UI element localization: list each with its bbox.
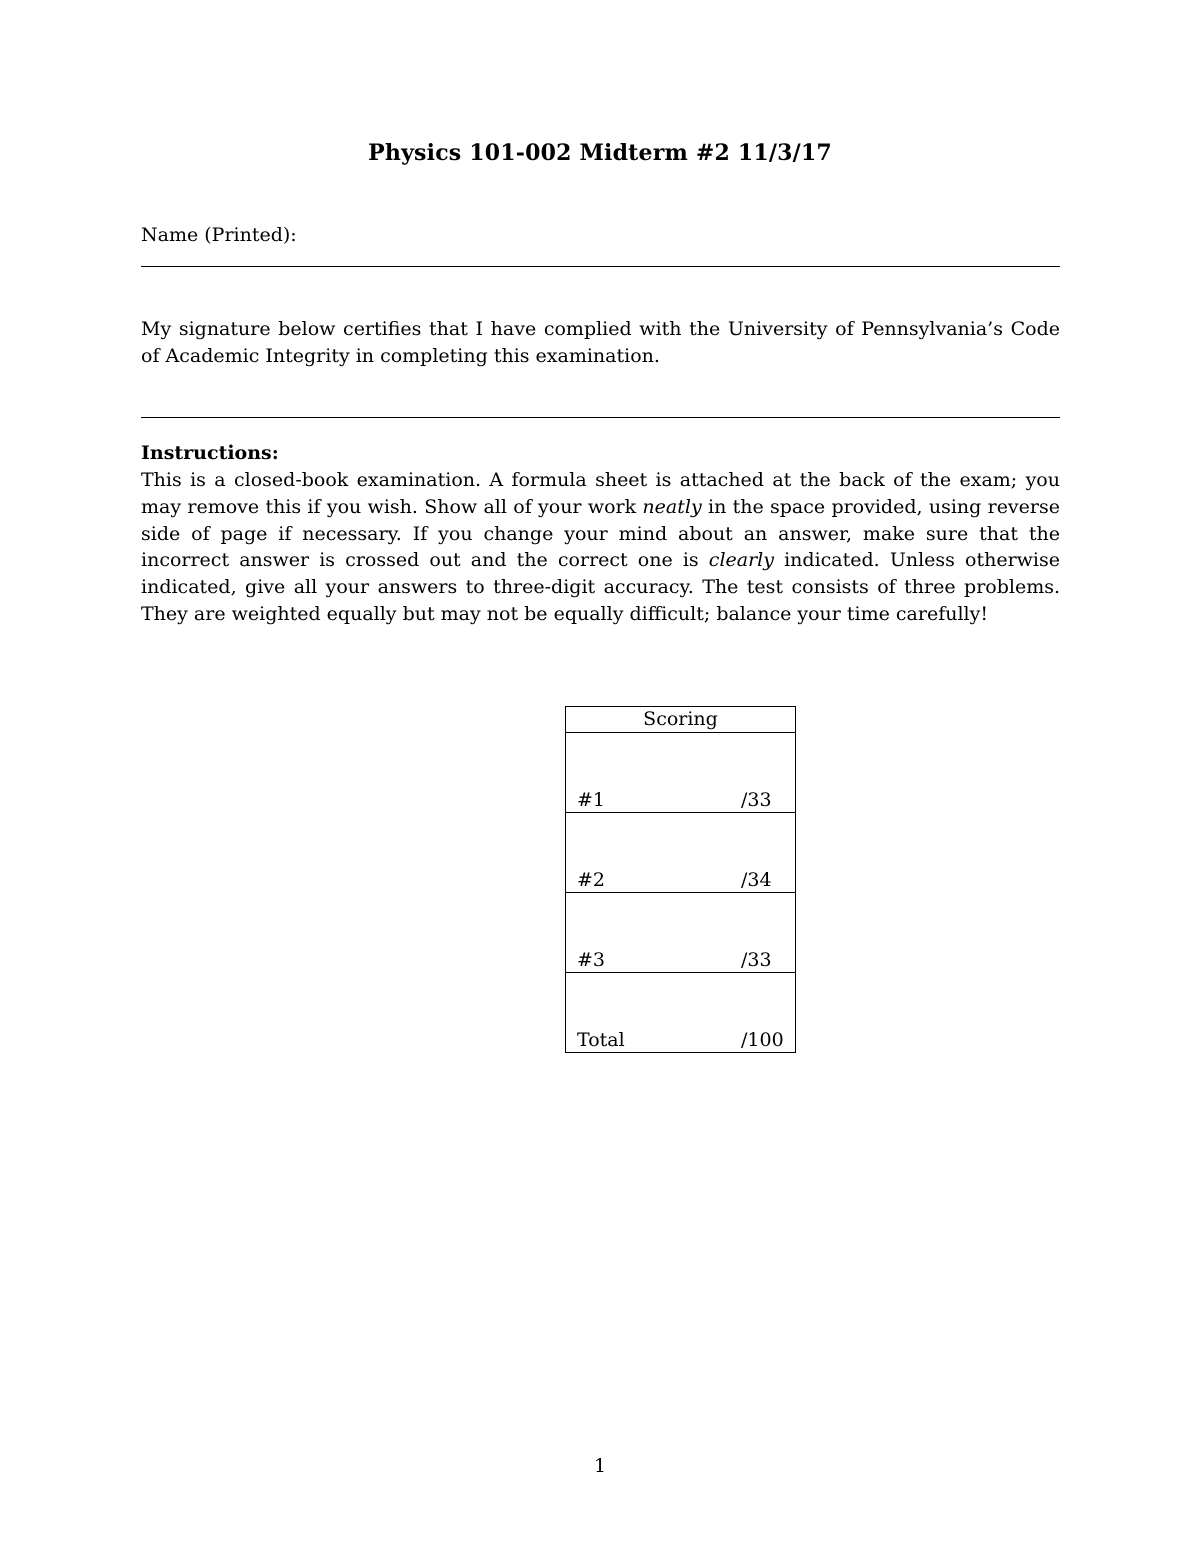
table-row [566, 893, 796, 973]
score-cell-3 [566, 893, 796, 973]
table-row [566, 813, 796, 893]
name-line [141, 266, 1060, 267]
table-row [566, 733, 796, 813]
name-label: Name (Printed): [141, 224, 297, 246]
instructions-heading: Instructions: [141, 442, 279, 464]
instructions-part-2: in the space provided, using reverse side of page if necessary. If you change your mind about an answer, make sure that the incorrect answer is crossed out and the correct one is [141, 495, 1060, 572]
instructions-part-1: This is a closed-book examination. A formula sheet is attached at the back of the exam; you may remove this if you wish. Show all of your work [141, 469, 1060, 518]
score-cell-1 [566, 733, 796, 813]
score-max: /100 [741, 1029, 784, 1051]
page-number: 1 [593, 1455, 607, 1477]
table-row [566, 973, 796, 1053]
score-label: Total [577, 1029, 625, 1051]
scoring-header-row [566, 707, 796, 733]
instructions-emphasis-clearly: clearly [708, 549, 774, 572]
instructions-emphasis-neatly: neatly [642, 495, 702, 518]
score-cell-total [566, 973, 796, 1053]
signature-line [141, 417, 1060, 418]
certification-text: My signature below certifies that I have complied with the University of Pennsylvania’s Code of Academic Integrity in completing this examination. [141, 318, 1060, 367]
score-label: #1 [577, 789, 606, 811]
instructions-part-3: indicated. Unless otherwise indicated, give all your answers to three-digit accuracy. The test consists of three problems. They are weighted equally but may not be equally difficult; balance your time carefully! [141, 549, 1061, 625]
scoring-header: Scoring [566, 707, 796, 733]
score-max: /33 [741, 949, 772, 971]
score-label: #3 [577, 949, 606, 971]
score-label: #2 [577, 869, 606, 891]
score-max: /34 [741, 869, 772, 891]
scoring-table [565, 706, 796, 1053]
exam-title: Physics 101-002 Midterm #2 11/3/17 [368, 140, 832, 166]
instructions-text [141, 467, 1060, 628]
score-max: /33 [741, 789, 772, 811]
score-cell-2 [566, 813, 796, 893]
